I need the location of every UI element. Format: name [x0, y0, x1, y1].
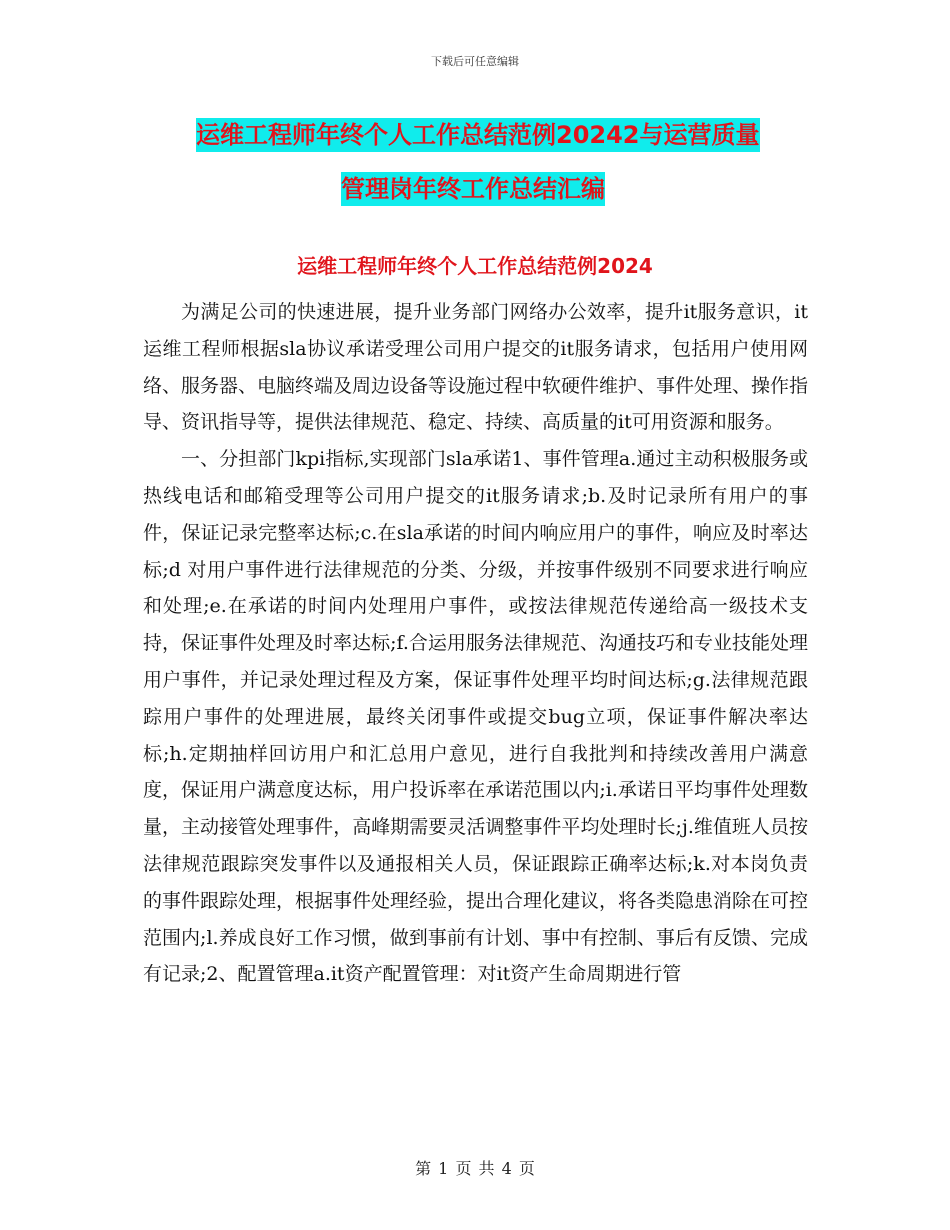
page-header-note: 下载后可任意编辑: [431, 55, 519, 68]
title-line-2: 管理岗年终工作总结汇编: [341, 172, 605, 206]
section-subtitle: 运维工程师年终个人工作总结范例2024: [297, 254, 653, 278]
document-title: [148, 108, 808, 216]
document-body: [143, 294, 808, 993]
title-line-1: 运维工程师年终个人工作总结范例20242与运营质量: [196, 118, 760, 152]
body-paragraph-intro: 为满足公司的快速进展，提升业务部门网络办公效率，提升it服务意识，it运维工程师根据sla协议承诺受理公司用户提交的it服务请求，包括用户使用网络、服务器、电脑终端及周边设备等设施过程中软硬件维护、事件处理、操作指导、资讯指导等，提供法律规范、稳定、持续、高质量的it可用资源和服务。: [143, 301, 809, 434]
page-number-footer: 第 1 页 共 4 页: [415, 1159, 535, 1178]
body-paragraph-kpi: 一、分担部门kpi指标,实现部门sla承诺1、事件管理a.通过主动积极服务或热线电话和邮箱受理等公司用户提交的it服务请求;b.及时记录所有用户的事件，保证记录完整率达标;c.在sla承诺的时间内响应用户的事件，响应及时率达标;d 对用户事件进行法律规范的分类、分级，并按事件级别不同要求进行响应和处理;e.在承诺的时间内处理用户事件，或按法律规范传递给高一级技术支持，保证事件处理及时率达标;f.合运用服务法律规范、沟通技巧和专业技能处理用户事件，并记录处理过程及方案，保证事件处理平均时间达标;g.法律规范跟踪用户事件的处理进展，最终关闭事件或提交bug立项，保证事件解决率达标;h.定期抽样回访用户和汇总用户意见，进行自我批判和持续改善用户满意度，保证用户满意度达标，用户投诉率在承诺范围以内;i.承诺日平均事件处理数量，主动接管处理事件，高峰期需要灵活调整事件平均处理时长;j.维值班人员按法律规范跟踪突发事件以及通报相关人员，保证跟踪正确率达标;k.对本岗负责的事件跟踪处理，根据事件处理经验，提出合理化建议，将各类隐患消除在可控范围内;l.养成良好工作习惯，做到事前有计划、事中有控制、事后有反馈、完成有记录;2、配置管理a.it资产配置管理：对it资产生命周期进行管: [143, 448, 809, 986]
